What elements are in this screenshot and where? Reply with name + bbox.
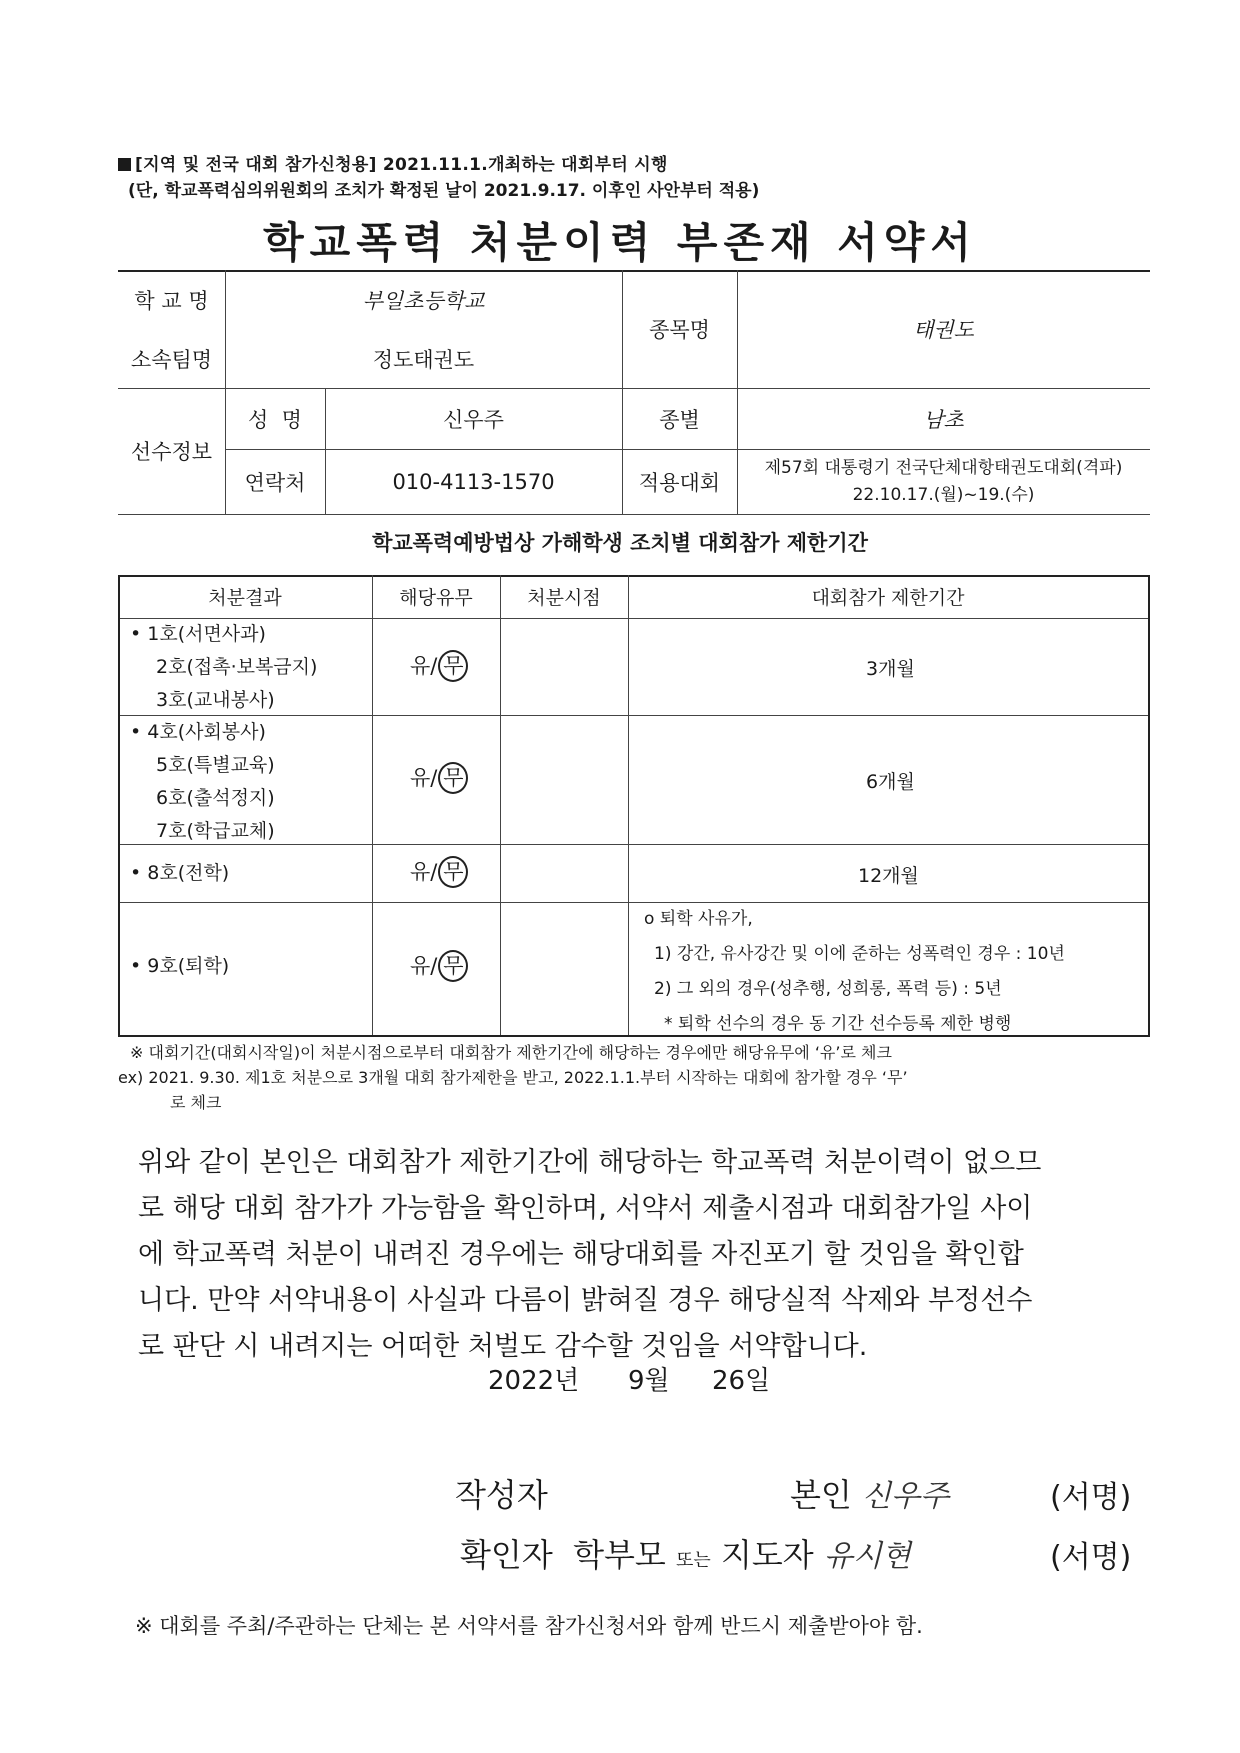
contact-label: 연락처 — [244, 470, 306, 495]
explanation-line: 2) 그 외의 경우(성추행, 성희롱, 폭력 등) : 5년 — [654, 979, 1002, 999]
row1-applicable-choice[interactable] — [410, 650, 470, 682]
header-result: 처분결과 — [208, 587, 282, 609]
choice-yes: 유/ — [410, 766, 438, 790]
self-label: 본인 — [790, 1476, 852, 1514]
pledge-line: 위와 같이 본인은 대회참가 제한기간에 해당하는 학교폭력 처분이력이 없으므 — [138, 1147, 1042, 1178]
restriction-note — [118, 1040, 908, 1115]
explanation-line: o 퇴학 사유가, — [644, 909, 753, 929]
coach-handwritten-signature: 유시현 — [823, 1539, 911, 1574]
or-label: 또는 — [676, 1550, 711, 1571]
explanation-line: * 퇴학 선수의 경우 동 기간 선수등록 제한 병행 — [664, 1014, 1012, 1034]
school-label: 학 교 명 — [134, 289, 209, 313]
seal-2: (서명) — [1050, 1540, 1132, 1575]
choice-no-circled: 무 — [438, 650, 468, 682]
restriction-col-divider-1 — [372, 575, 373, 1035]
restriction-col-divider-3 — [628, 575, 629, 1035]
notice-line-2: (단, 학교폭력심의위원회의 조치가 확정된 날이 2021.9.17. 이후인 사안부터 적용) — [128, 181, 760, 201]
pledge-line: 로 판단 시 내려지는 어떠한 처벌도 감수할 것임을 서약합니다. — [138, 1331, 868, 1362]
school-value: 부일초등학교 — [362, 289, 485, 313]
confirmer-row — [460, 1530, 911, 1576]
result-item: 2호(접촉·보복금지) — [156, 656, 318, 678]
header-disposition-date: 처분시점 — [527, 587, 601, 609]
notice-line-1: [지역 및 전국 대회 참가신청용] 2021.11.1.개최하는 대회부터 시행 — [118, 150, 668, 175]
row4-results — [130, 950, 229, 983]
note-line: 로 체크 — [170, 1093, 222, 1112]
seal-1: (서명) — [1050, 1480, 1132, 1515]
explanation-line: 1) 강간, 유사강간 및 이에 준하는 성폭력인 경우 : 10년 — [654, 944, 1065, 964]
event-label: 종목명 — [649, 318, 710, 342]
footer-note: ※ 대회를 주최/주관하는 단체는 본 서약서를 참가신청서와 함께 반드시 제출받아야 함. — [135, 1614, 923, 1638]
contact-value: 010-4113-1570 — [392, 469, 555, 494]
date-day: 26일 — [712, 1366, 771, 1396]
choice-yes: 유/ — [410, 654, 438, 678]
row3-applicable-choice[interactable] — [410, 856, 470, 888]
choice-no-circled: 무 — [438, 856, 468, 888]
team-label: 소속팀명 — [130, 348, 213, 372]
note-line: ※ 대회기간(대회시작일)이 처분시점으로부터 대회참가 제한기간에 해당하는 경우에만 해당유무에 ‘유’로 체크 — [130, 1043, 892, 1062]
competition-dates: 22.10.17.(월)~19.(수) — [852, 484, 1035, 505]
pledge-line: 니다. 만약 서약내용이 사실과 다름이 밝혀질 경우 해당실적 삭제와 부정선수 — [138, 1285, 1033, 1316]
result-item: 6호(출석정지) — [156, 787, 275, 809]
self-handwritten-signature: 신우주 — [862, 1479, 949, 1514]
result-item: 5호(특별교육) — [156, 754, 275, 776]
row2-applicable-choice[interactable] — [410, 762, 470, 794]
row2-results — [130, 716, 275, 848]
note-line: ex) 2021. 9.30. 제1호 처분으로 3개월 대회 참가제한을 받고, 2022.1.1.부터 시작하는 대회에 참가할 경우 ‘무’ — [118, 1068, 908, 1087]
coach-label: 지도자 — [720, 1536, 814, 1574]
restriction-left-border — [118, 575, 120, 1035]
result-item: • 9호(퇴학) — [130, 955, 230, 977]
category-label: 종별 — [659, 407, 700, 432]
info-table-bottom-border — [118, 514, 1150, 515]
result-item: 7호(학급교체) — [156, 820, 275, 842]
pledge-line: 로 해당 대회 참가가 가능함을 확인하며, 서약서 제출시점과 대회참가일 사이 — [138, 1193, 1033, 1224]
self-signature — [790, 1470, 949, 1516]
date-month: 9월 — [628, 1366, 670, 1396]
team-value: 정도태권도 — [372, 348, 475, 372]
date-year: 2022년 — [488, 1366, 580, 1396]
name-label: 성 명 — [248, 407, 302, 432]
result-item: 3호(교내봉사) — [156, 689, 275, 711]
header-applicable: 해당유무 — [399, 587, 473, 609]
parent-label: 학부모 — [573, 1536, 666, 1574]
choice-yes: 유/ — [410, 860, 438, 884]
row1-period: 3개월 — [866, 658, 915, 680]
row3-results — [130, 857, 229, 890]
result-item: • 4호(사회봉사) — [130, 721, 266, 743]
choice-no-circled: 무 — [438, 950, 468, 982]
pledge-text — [138, 1140, 1118, 1370]
choice-yes: 유/ — [410, 954, 438, 978]
restriction-col-divider-2 — [500, 575, 501, 1035]
pledge-line: 에 학교폭력 처분이 내려진 경우에는 해당대회를 자진포기 할 것임을 확인합 — [138, 1239, 1024, 1270]
name-value: 신우주 — [443, 407, 504, 432]
row2-period: 6개월 — [866, 771, 915, 793]
restriction-right-border — [1148, 575, 1150, 1035]
result-item: • 8호(전학) — [130, 862, 230, 884]
competition-label: 적용대회 — [638, 470, 721, 495]
result-item: • 1호(서면사과) — [130, 623, 266, 645]
author-label: 작성자 — [455, 1476, 548, 1514]
square-bullet-icon — [118, 158, 131, 171]
athlete-info-label: 선수정보 — [130, 440, 213, 464]
restriction-subtitle: 학교폭력예방법상 가해학생 조치별 대회참가 제한기간 — [372, 531, 868, 555]
competition-value — [737, 449, 1150, 514]
header-restriction-period: 대회참가 제한기간 — [811, 587, 965, 609]
category-value: 남초 — [923, 407, 964, 432]
row4-period-explanation — [644, 902, 1065, 1042]
confirmer-label: 확인자 — [460, 1536, 553, 1574]
row1-results — [130, 618, 317, 717]
row3-period: 12개월 — [858, 865, 919, 887]
choice-no-circled: 무 — [438, 762, 468, 794]
event-value: 태권도 — [913, 318, 974, 342]
competition-name: 제57회 대통령기 전국단체대항태권도대회(격파) — [764, 457, 1123, 478]
row4-applicable-choice[interactable] — [410, 950, 470, 982]
document-title: 학교폭력 처분이력 부존재 서약서 — [263, 218, 977, 267]
